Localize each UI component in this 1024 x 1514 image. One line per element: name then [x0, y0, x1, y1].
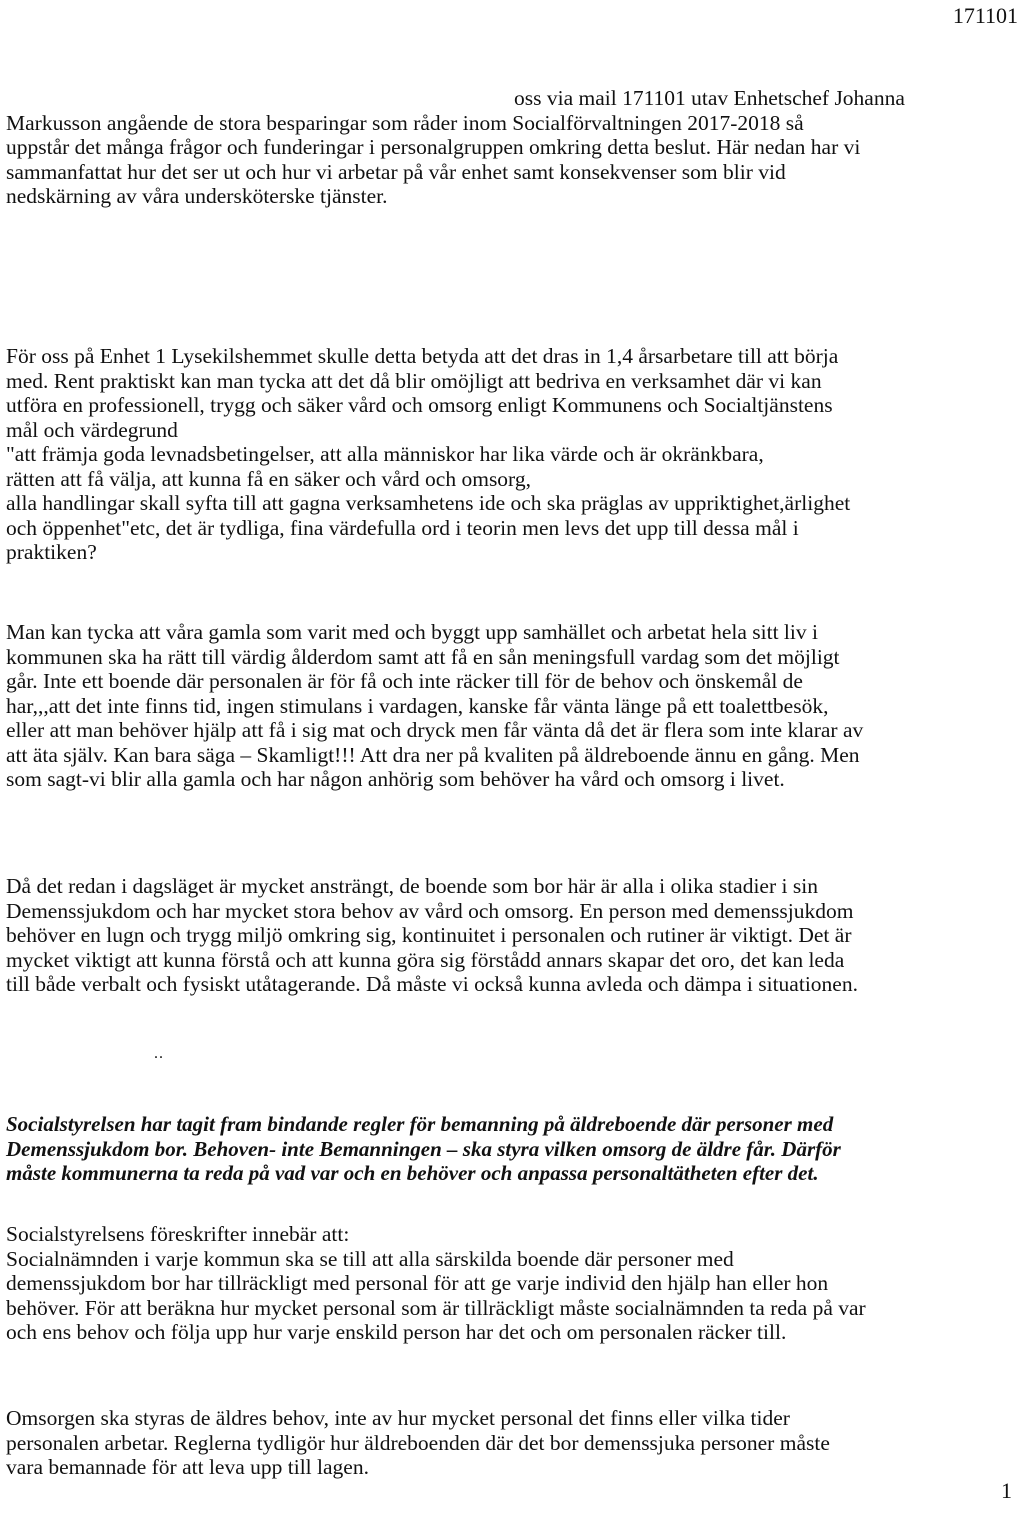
text-line: alla handlingar skall syfta till att gagna verksamhetens ide och ska präglas av uppriktighet,ärlighet — [6, 491, 851, 515]
text-line: nedskärning av våra undersköterske tjänster. — [6, 184, 388, 208]
text-line: personalen arbetar. Reglerna tydligör hur äldreboenden där det bor demenssjuka personer måste — [6, 1430, 830, 1455]
text-line: För oss på Enhet 1 Lysekilshemmet skulle detta betyda att det dras in 1,4 årsarbetare till att börja — [6, 344, 839, 368]
demens-paragraph — [6, 874, 1006, 997]
socialstyrelsen-bold-paragraph — [6, 1112, 1006, 1186]
text-line: eller att man behöver hjälp att få i sig mat och dryck men får vänta då det är flera som inte klarar av — [6, 718, 864, 742]
foreskrifter-paragraph — [6, 1222, 1006, 1345]
text-line: som sagt-vi blir alla gamla och har någon anhörig som behöver ha vård och omsorg i livet. — [6, 767, 785, 791]
text-line: vara bemannade för att leva upp till lagen. — [6, 1455, 369, 1479]
text-line: att äta själv. Kan bara säga – Skamligt!!! Att dra ner på kvaliten på äldreboende ännu en gång. Men — [6, 742, 860, 767]
text-line: Demenssjukdom bor. Behoven- inte Bemanningen – ska styra vilken omsorg de äldre får. Därför — [6, 1136, 841, 1161]
text-line: "att främja goda levnadsbetingelser, att alla människor har lika värde och är okränkbara, — [6, 442, 764, 466]
text-line: Demenssjukdom och har mycket stora behov av vård och omsorg. En person med demenssjukdom — [6, 898, 854, 923]
text-line: Man kan tycka att våra gamla som varit med och byggt upp samhället och arbetat hela sitt liv i — [6, 620, 818, 644]
page-number: 1 — [1001, 1478, 1012, 1503]
text-line: utföra en professionell, trygg och säker vård och omsorg enligt Kommunens och Socialtjänstens — [6, 393, 833, 417]
text-line: kommunen ska ha rätt till värdig ålderdom samt att få en sån meningsfull vardag som det möjligt — [6, 644, 840, 669]
text-line: uppstår det många frågor och funderingar i personalgruppen omkring detta beslut. Här nedan har vi — [6, 135, 861, 159]
text-line: Socialstyrelsens föreskrifter innebär att: — [6, 1222, 350, 1246]
intro-paragraph — [6, 86, 1006, 209]
text-line: Socialnämnden i varje kommun ska se till att alla särskilda boende där personer med — [6, 1246, 734, 1271]
gamla-paragraph — [6, 620, 1006, 792]
stray-dots: .. — [154, 1045, 164, 1062]
text-line: oss via mail 171101 utav Enhetschef Johanna — [514, 86, 905, 110]
text-line: mycket viktigt att kunna förstå och att kunna göra sig förstådd annars skapar det oro, det kan leda — [6, 947, 845, 972]
text-line: till både verbalt och fysiskt utåtagerande. Då måste vi också kunna avleda och dämpa i situationen. — [6, 972, 858, 996]
text-line: praktiken? — [6, 540, 97, 564]
text-line: går. Inte ett boende där personalen är för få och inte räcker till för de behov och önskemål de — [6, 669, 803, 693]
enhet-paragraph — [6, 344, 1006, 565]
text-line: har,,,att det inte finns tid, ingen stimulans i vardagen, kanske får vänta länge på ett toalettbesök, — [6, 693, 829, 718]
text-line: med. Rent praktiskt kan man tycka att det då blir omöjligt att bedriva en verksamhet där vi kan — [6, 368, 822, 393]
text-line: demenssjukdom bor har tillräckligt med personal för att ge varje individ den hjälp han eller hon — [6, 1271, 829, 1295]
text-line: och ens behov och följa upp hur varje enskild person har det och om personalen räcker till. — [6, 1320, 787, 1344]
text-line: Markusson angående de stora besparingar som råder inom Socialförvaltningen 2017-2018 så — [6, 110, 804, 135]
text-line: rätten att få välja, att kunna få en säker och vård och omsorg, — [6, 466, 531, 491]
text-line: Omsorgen ska styras de äldres behov, inte av hur mycket personal det finns eller vilka tider — [6, 1406, 790, 1430]
omsorgen-paragraph — [6, 1406, 1006, 1480]
text-line: Då det redan i dagsläget är mycket ansträngt, de boende som bor här är alla i olika stadier i sin — [6, 874, 818, 898]
text-line: måste kommunerna ta reda på vad var och en behöver och anpassa personaltätheten efter det. — [6, 1161, 819, 1185]
text-line: och öppenhet"etc, det är tydliga, fina värdefulla ord i teorin men levs det upp till dessa mål i — [6, 515, 799, 540]
text-line: Socialstyrelsen har tagit fram bindande regler för bemanning på äldreboende där personer med — [6, 1112, 834, 1136]
text-line: mål och värdegrund — [6, 417, 178, 442]
text-line: sammanfattat hur det ser ut och hur vi arbetar på vår enhet samt konsekvenser som blir vid — [6, 159, 786, 184]
text-line: behöver. För att beräkna hur mycket personal som är tillräckligt måste socialnämnden ta reda på var — [6, 1295, 866, 1320]
text-line: behöver en lugn och trygg miljö omkring sig, kontinuitet i personalen och rutiner är viktigt. Det är — [6, 923, 852, 947]
header-date: 171101 — [952, 3, 1018, 28]
